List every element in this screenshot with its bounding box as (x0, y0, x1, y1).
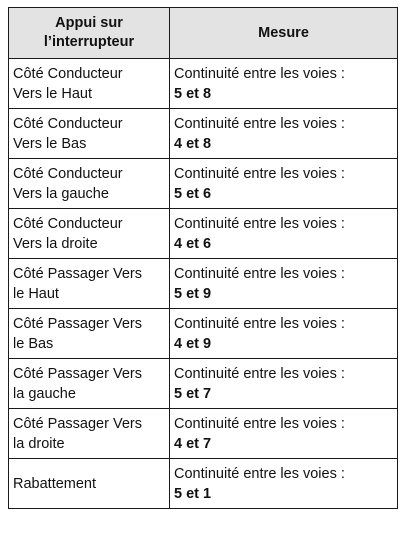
appui-text: Côté Passager Vers le Bas (13, 315, 142, 352)
cell-mesure (170, 109, 398, 159)
appui-text: Rabattement (13, 475, 97, 492)
cell-appui (9, 109, 170, 159)
cell-mesure (170, 159, 398, 209)
voies-value: 5 et 8 (174, 85, 212, 102)
voies-value: 4 et 8 (174, 135, 212, 152)
appui-text: Côté Passager Vers le Haut (13, 265, 142, 302)
mesure-text: Continuité entre les voies : (174, 165, 345, 182)
header-appui-label: Appui sur l’interrupteur (43, 15, 135, 50)
voies-value: 4 et 6 (174, 235, 212, 252)
voies-value: 5 et 1 (174, 485, 212, 502)
cell-mesure (170, 309, 398, 359)
continuity-table (8, 7, 398, 509)
table-header-row (9, 8, 398, 59)
cell-mesure (170, 209, 398, 259)
header-mesure (170, 8, 398, 59)
cell-appui (9, 409, 170, 459)
table-row (9, 359, 398, 409)
mesure-text: Continuité entre les voies : (174, 265, 345, 282)
mesure-text: Continuité entre les voies : (174, 465, 345, 482)
cell-appui (9, 159, 170, 209)
table-row (9, 409, 398, 459)
cell-appui (9, 59, 170, 109)
header-appui (9, 8, 170, 59)
table-row (9, 209, 398, 259)
table-row (9, 309, 398, 359)
mesure-text: Continuité entre les voies : (174, 115, 345, 132)
cell-appui (9, 359, 170, 409)
mesure-text: Continuité entre les voies : (174, 215, 345, 232)
cell-mesure (170, 409, 398, 459)
cell-appui (9, 209, 170, 259)
cell-mesure (170, 59, 398, 109)
cell-appui (9, 259, 170, 309)
voies-value: 4 et 7 (174, 435, 212, 452)
cell-mesure (170, 459, 398, 509)
voies-value: 5 et 7 (174, 385, 212, 402)
table-row (9, 459, 398, 509)
mesure-text: Continuité entre les voies : (174, 365, 345, 382)
table-row (9, 109, 398, 159)
voies-value: 4 et 9 (174, 335, 212, 352)
header-mesure-label: Mesure (258, 24, 309, 41)
appui-text: Côté Conducteur Vers la gauche (13, 165, 123, 202)
appui-text: Côté Passager Vers la droite (13, 415, 142, 452)
table-row (9, 159, 398, 209)
table-row (9, 259, 398, 309)
voies-value: 5 et 9 (174, 285, 212, 302)
appui-text: Côté Passager Vers la gauche (13, 365, 142, 402)
table-row (9, 59, 398, 109)
voies-value: 5 et 6 (174, 185, 212, 202)
cell-mesure (170, 359, 398, 409)
cell-appui (9, 309, 170, 359)
appui-text: Côté Conducteur Vers la droite (13, 215, 123, 252)
mesure-text: Continuité entre les voies : (174, 315, 345, 332)
mesure-text: Continuité entre les voies : (174, 65, 345, 82)
appui-text: Côté Conducteur Vers le Haut (13, 65, 123, 102)
mesure-text: Continuité entre les voies : (174, 415, 345, 432)
cell-appui (9, 459, 170, 509)
cell-mesure (170, 259, 398, 309)
appui-text: Côté Conducteur Vers le Bas (13, 115, 123, 152)
